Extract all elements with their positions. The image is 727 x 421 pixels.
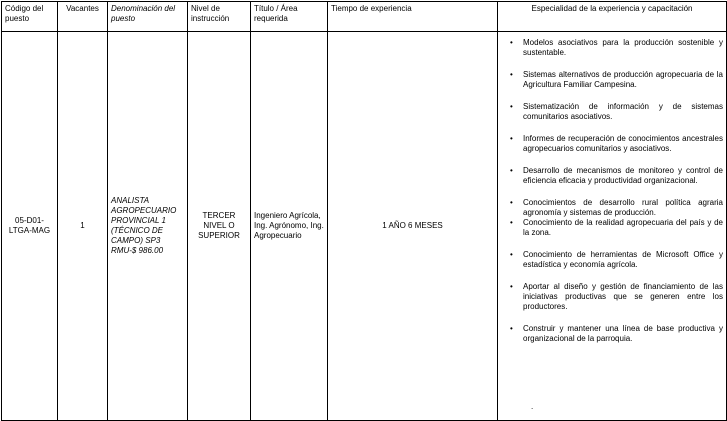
- job-positions-table: [1, 1, 727, 421]
- list-item: • Conocimiento de herramientas de Microsoft Office y estadística y economía agrícola.: [523, 250, 723, 270]
- cell-denominacion: ANALISTA AGROPECUARIO PROVINCIAL 1 (TÉCNICO DE CAMPO) SP3 RMU-$ 986.00: [108, 32, 188, 421]
- header-codigo: Código del puesto: [2, 2, 58, 32]
- list-item: • Sistemas alternativos de producción agropecuaria de la Agricultura Familiar Campesina.: [523, 70, 723, 90]
- cell-especialidad: [498, 32, 727, 421]
- list-item: • Sistematización de información y de sistemas comunitarios asociativos.: [523, 102, 723, 122]
- list-item: • Informes de recuperación de conocimientos ancestrales agropecuarios comunitarios y asociativos.: [523, 134, 723, 154]
- cell-codigo: 05-D01-LTGA-MAG: [2, 32, 58, 421]
- table-row: [2, 32, 727, 421]
- cell-vacantes: 1: [58, 32, 108, 421]
- header-vacantes: Vacantes: [58, 2, 108, 32]
- cell-titulo: Ingeniero Agrícola, Ing. Agrónomo, Ing. Agropecuario: [251, 32, 328, 421]
- cell-nivel: TERCER NIVEL O SUPERIOR: [188, 32, 251, 421]
- cell-tiempo: 1 AÑO 6 MESES: [328, 32, 498, 421]
- list-item: • Conocimiento de la realidad agropecuaria del país y de la zona.: [523, 218, 723, 238]
- header-titulo: Título / Área requerida: [251, 2, 328, 32]
- header-denominacion: Denominación del puesto: [108, 2, 188, 32]
- header-especialidad: Especialidad de la experiencia y capacitación: [498, 2, 727, 32]
- header-row: [2, 2, 727, 32]
- header-nivel: Nivel de instrucción: [188, 2, 251, 32]
- list-item: • Aportar al diseño y gestión de financiamiento de las iniciativas productivas que se generen entre los productores.: [523, 282, 723, 312]
- header-tiempo: Tiempo de experiencia: [328, 2, 498, 32]
- list-item: • Construir y mantener una línea de base productiva y organizacional de la parroquia.: [523, 324, 723, 344]
- trailing-mark: .: [531, 402, 534, 411]
- list-item: • Modelos asociativos para la producción sostenible y sustentable.: [523, 38, 723, 58]
- specialty-list: [501, 38, 723, 344]
- list-item: • Conocimientos de desarrollo rural política agraria agronomía y sistemas de producción.: [523, 198, 723, 218]
- list-item: • Desarrollo de mecanismos de monitoreo y control de eficiencia eficacia y productividad organizacional.: [523, 166, 723, 186]
